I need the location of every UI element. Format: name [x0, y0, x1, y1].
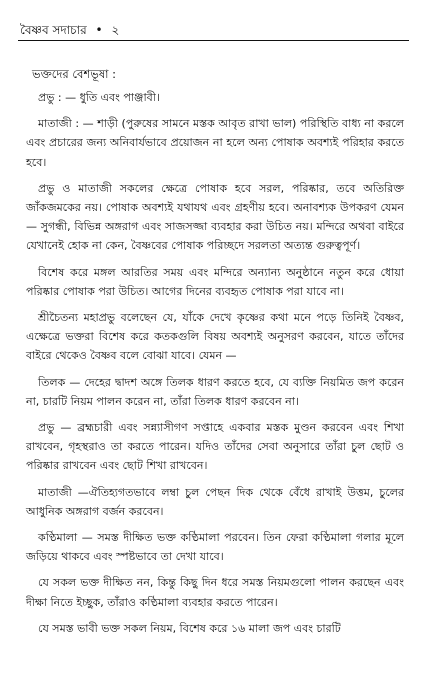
paragraph-term: মাতাজী — [38, 485, 72, 499]
paragraph — [26, 373, 404, 411]
paragraph-text: শ্রীচৈতন্য মহাপ্রভু বলেছেন যে, যাঁকে দেখে কৃষ্ণের কথা মনে পড়ে তিনিই বৈষ্ণব, এক্ষেত্রে ভক্তরা বিশেষ করে কতকগুলি বিষয় অবশ্যই অনুসরণ করবেন, যাতে তাঁদের বাইরে থেকেও বৈষ্ণব বলে বোঝা যাবে। যেমন — — [26, 311, 404, 363]
paragraph — [26, 619, 404, 638]
page-number: ২ — [111, 23, 120, 37]
header-bullet: • — [95, 23, 103, 37]
paragraph-text: — ধুতি এবং পাঞ্জাবী। — [61, 91, 160, 104]
body-text — [26, 64, 404, 645]
paragraph-term: মাতাজী : — [38, 117, 80, 131]
section-title: ভক্তদের বেশভূষা : — [32, 67, 117, 81]
paragraph-text: —ঐতিহ্যগতভাবে লম্বা চুল পেছন দিক থেকে বেঁধে রাখাই উত্তম, চুলের আধুনিক অঙ্গরাগ বর্জন করবেন। — [26, 485, 404, 518]
header-rule — [18, 40, 409, 41]
paragraph-term: প্রভু — [38, 421, 55, 435]
paragraph-term: তিলক — [38, 375, 66, 389]
paragraph-text: — দেহের দ্বাদশ অঙ্গে তিলক ধারণ করতে হবে, যে ব্যক্তি নিয়মিত জপ করেন না, চারটি নিয়ম পালন করেন না, তাঁরা তিলক ধারণ করবেন না। — [26, 375, 404, 408]
paragraph-text: — শাড়ী (পুরুষের সামনে মস্তক আবৃত রাখা ভাল) পরিস্থিতি বাধ্য না করলে এবং প্রচারের জন্য অনিবার্যভাবে প্রয়োজন না হলে অন্য পোষাক অবশ্যই পরিহার করতে হবে। — [26, 117, 405, 169]
paragraph-text: প্রভু ও মাতাজী সকলের ক্ষেত্রে পোষাক হবে সরল, পরিষ্কার, তবে অতিরিক্ত জাঁকজমকের নয়। পোষাক অবশ্যই যথাযথ এবং গ্রহণীয় হবে। অনাবশ্যক উপকরণ যেমন — সুগন্ধী, বিভিন্ন অঙ্গরাগ এবং সাজসজ্জা ব্যবহার করা উচিত নয়। মন্দিরে অথবা বাইরে যেখানেই হোক না কেন, বৈষ্ণবের পোষাক পরিচ্ছদে সরলতা অত্যন্ত গুরুত্বপূর্ণ। — [26, 181, 404, 253]
paragraph-text: বিশেষ করে মঙ্গল আরতির সময় এবং মন্দিরে অন্যান্য অনুষ্ঠানে নতুন করে ধোয়া পরিষ্কার পোষাক পরা উচিত। আগের দিনের ব্যবহৃত পোষাক পরা যাবে না। — [26, 265, 404, 298]
paragraph-term: কণ্ঠিমালা — [38, 531, 78, 545]
paragraph — [26, 483, 404, 521]
paragraph — [26, 88, 404, 107]
paragraph — [26, 179, 404, 256]
paragraph-text: — সমস্ত দীক্ষিত ভক্ত কণ্ঠিমালা পরবেন। তিন ফেরা কণ্ঠিমালা গলার মূলে জড়িয়ে থাকবে এবং স্পষ্টভাবে তা দেখা যাবে। — [26, 531, 404, 564]
paragraph-text: যে সকল ভক্ত দীক্ষিত নন, কিন্তু কিছু দিন ধরে সমস্ত নিয়মগুলো পালন করছেন এবং দীক্ষা নিতে ইচ্ছুক, তাঁরাও কণ্ঠিমালা ব্যবহার করতে পারেন। — [26, 576, 404, 609]
running-head — [20, 22, 119, 38]
running-title: বৈষ্ণব সদাচার — [20, 23, 87, 37]
paragraph — [26, 308, 404, 366]
paragraph — [26, 114, 404, 172]
paragraph — [26, 528, 404, 566]
paragraph-text: যে সমস্ত ভাবী ভক্ত সকল নিয়ম, বিশেষ করে ১৬ মালা জপ এবং চারটি — [38, 621, 341, 635]
paragraph — [26, 263, 404, 301]
paragraph-list — [26, 88, 404, 638]
paragraph — [26, 573, 404, 611]
paragraph — [26, 418, 404, 476]
paragraph-text: — ব্রহ্মচারী এবং সন্ন্যাসীগণ সপ্তাহে একবার মস্তক মুণ্ডন করবেন এবং শিখা রাখবেন, গৃহস্থরাও তা করতে পারেন। যদিও তাঁদের সেবা অনুসারে তাঁরা চুল ছোট ও পরিষ্কার রাখবেন এবং ছোট শিখা রাখবেন। — [26, 421, 404, 473]
paragraph-term: প্রভু : — [38, 91, 62, 104]
